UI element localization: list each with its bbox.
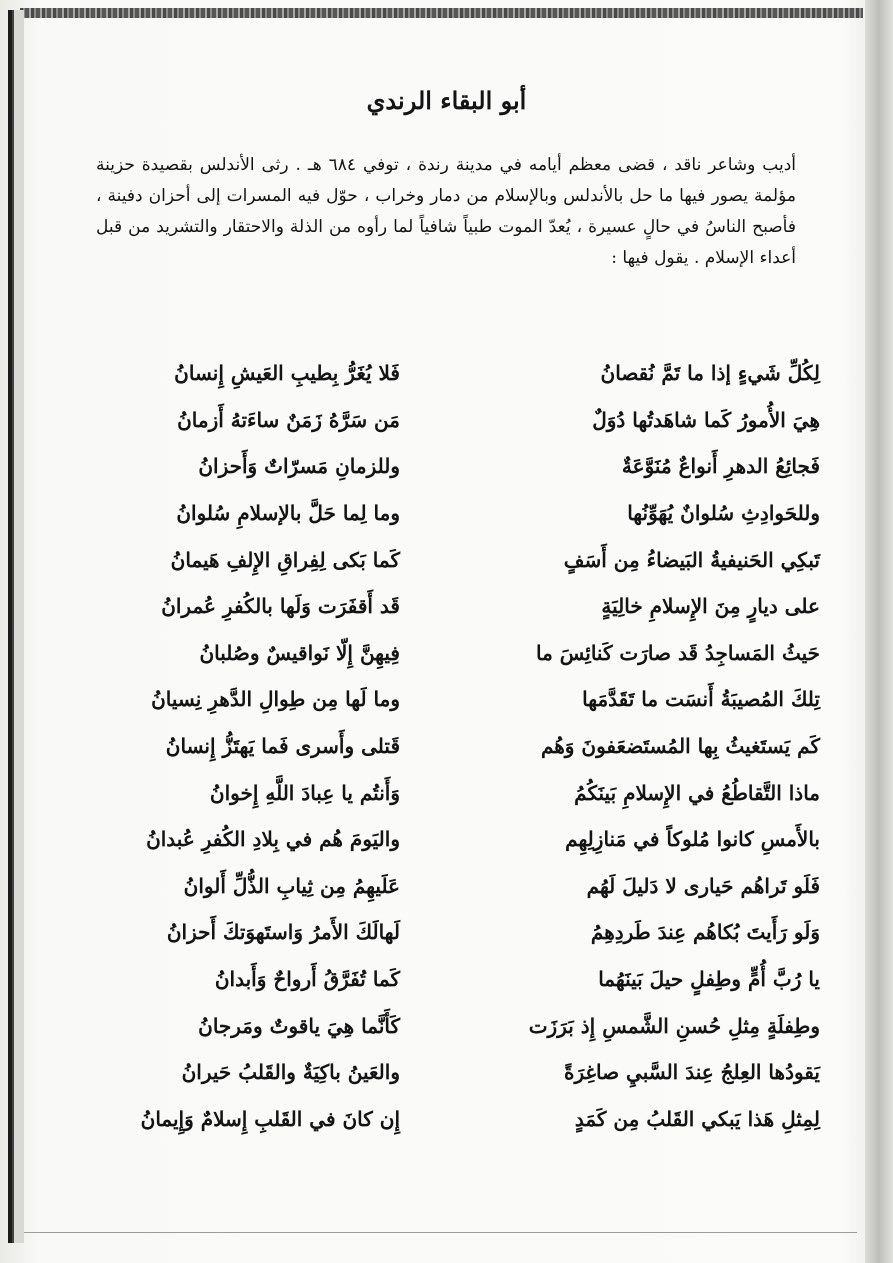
verse-row bbox=[70, 490, 820, 537]
verse-row bbox=[70, 956, 820, 1003]
verse-row bbox=[70, 769, 820, 816]
verse-row bbox=[70, 1049, 820, 1096]
verse-second-hemistich: وما لَها مِن طِوالِ الدَّهرِ نِسيانُ bbox=[151, 687, 400, 712]
page-binding-edge bbox=[8, 10, 24, 1243]
verse-second-hemistich: وما لِما حَلَّ بالإسلامِ سُلوانُ bbox=[176, 501, 400, 526]
verse-first-hemistich: فَجائِعُ الدهرِ أَنواعٌ مُنَوَّعَةٌ bbox=[621, 454, 820, 479]
verse-first-hemistich: فَلَو تَراهُم حَيارى لا دَليلَ لَهُم bbox=[586, 873, 820, 898]
verse-first-hemistich: يا رُبَّ أُمٍّ وطِفلٍ حيلَ بَينَهُما bbox=[598, 967, 820, 992]
verse-first-hemistich: لِمِثلِ هَذا يَبكي القَلبُ مِن كَمَدٍ bbox=[574, 1106, 820, 1131]
verse-row bbox=[70, 723, 820, 770]
verse-first-hemistich: لِكُلِّ شَيءٍ إذا ما تَمَّ نُقصانُ bbox=[600, 361, 820, 386]
page-right-shadow bbox=[865, 0, 893, 1263]
page-top-edge bbox=[20, 8, 863, 18]
verse-second-hemistich: عَلَيهِمُ مِن ثِيابِ الذُّلِّ أَلوانُ bbox=[183, 873, 400, 898]
verse-second-hemistich: واليَومَ هُم في بِلادِ الكُفرِ عُبدانُ bbox=[146, 827, 400, 852]
verse-first-hemistich: كَم يَستَغيثُ بِها المُستَضعَفونَ وَهُم bbox=[540, 734, 820, 759]
verse-first-hemistich: ماذا التَّقاطُعُ في الإِسلامِ بَينَكُمُ bbox=[574, 780, 820, 805]
verse-first-hemistich: يَقودُها العِلجُ عِندَ السَّبيِ صاغِرَةً bbox=[564, 1060, 820, 1085]
verse-row bbox=[70, 863, 820, 910]
verse-row bbox=[70, 909, 820, 956]
verse-second-hemistich: والعَينُ باكِيَةٌ والقَلبُ حَيرانُ bbox=[181, 1060, 400, 1085]
verse-second-hemistich: قَد أَقفَرَت وَلَها بالكُفرِ عُمرانُ bbox=[161, 594, 400, 619]
verse-row bbox=[70, 350, 820, 397]
verse-second-hemistich: كَما بَكى لِفِراقِ الإِلفِ هَيمانُ bbox=[170, 547, 400, 572]
verse-first-hemistich: حَيثُ المَساجِدُ قَد صارَت كَنائِسَ ما bbox=[535, 640, 820, 665]
verse-row bbox=[70, 583, 820, 630]
verse-second-hemistich: فَلا يُغَرُّ بِطيبِ العَيشِ إِنسانُ bbox=[174, 361, 400, 386]
verse-row bbox=[70, 816, 820, 863]
bottom-rule bbox=[24, 1232, 857, 1233]
poem bbox=[70, 350, 820, 1142]
verse-second-hemistich: قَتلى وأَسرى فَما يَهتَزُّ إِنسانُ bbox=[165, 734, 400, 759]
verse-row bbox=[70, 676, 820, 723]
verse-row bbox=[70, 397, 820, 444]
verse-second-hemistich: إِن كانَ في القَلبِ إِسلامٌ وَإِيمانُ bbox=[140, 1106, 400, 1131]
verse-first-hemistich: وطِفلَةٍ مِثلِ حُسنِ الشَّمسِ إِذ بَرَزَت bbox=[528, 1013, 820, 1038]
verse-row bbox=[70, 1002, 820, 1049]
verse-first-hemistich: وللحَوادِثِ سُلوانٌ يُهَوِّنُها bbox=[627, 501, 820, 526]
verse-first-hemistich: بالأَمسِ كانوا مُلوكاً في مَنازِلِهِم bbox=[565, 827, 820, 852]
verse-row bbox=[70, 536, 820, 583]
verse-first-hemistich: تَبكِي الحَنيفيةُ البَيضاءُ مِن أَسَفٍ bbox=[563, 547, 820, 572]
verse-second-hemistich: فِيهِنَّ إِلّا نَواقيسٌ وصُلبانُ bbox=[199, 640, 400, 665]
verse-second-hemistich: وللزمانِ مَسرّاتٌ وَأَحزانُ bbox=[198, 454, 400, 479]
verse-second-hemistich: لَهالَكَ الأَمرُ وَاستَهوَتكَ أَحزانُ bbox=[166, 920, 400, 945]
verse-second-hemistich: كَما تُفَرَّقُ أَرواحٌ وَأَبدانُ bbox=[214, 967, 400, 992]
verse-second-hemistich: وَأَنتُم يا عِبادَ اللَّهِ إِخوانُ bbox=[209, 780, 400, 805]
verse-first-hemistich: تِلكَ المُصيبَةُ أَنسَت ما تَقَدَّمَها bbox=[582, 687, 820, 712]
verse-first-hemistich: وَلَو رَأَيتَ بُكاهُم عِندَ طَردِهِمُ bbox=[590, 920, 820, 945]
verse-row bbox=[70, 1096, 820, 1143]
page-title: أبو البقاء الرندي bbox=[366, 86, 527, 115]
verse-second-hemistich: كَأَنَّما هِيَ ياقوتٌ ومَرجانُ bbox=[198, 1013, 400, 1038]
verse-row bbox=[70, 443, 820, 490]
verse-first-hemistich: هِيَ الأُمورُ كَما شاهَدتُها دُوَلٌ bbox=[592, 407, 820, 432]
intro-paragraph: أديب وشاعر ناقد ، قضى معظم أيامه في مدينة رندة ، توفي ٦٨٤ هـ . رثى الأندلس بقصيدة حزينة مؤلمة يصور فيها ما حل بالأندلس وبالإسلام من دمار وخراب ، حوّل فيه المسرات إلى أحزان دفينة ، فأصبح الناسُ في حالٍ عسيرة ، يُعدّ الموت طبياً شافياً لما رأوه من الذلة والاحتقار والتشريد من قبل أعداء الإسلام . يقول فيها : bbox=[96, 155, 796, 268]
verse-row bbox=[70, 630, 820, 677]
verse-second-hemistich: مَن سَرَّهُ زَمَنٌ ساءَتهُ أَزمانُ bbox=[177, 407, 400, 432]
verse-first-hemistich: على ديارٍ مِنَ الإِسلامِ خالِيَةٍ bbox=[601, 594, 820, 619]
